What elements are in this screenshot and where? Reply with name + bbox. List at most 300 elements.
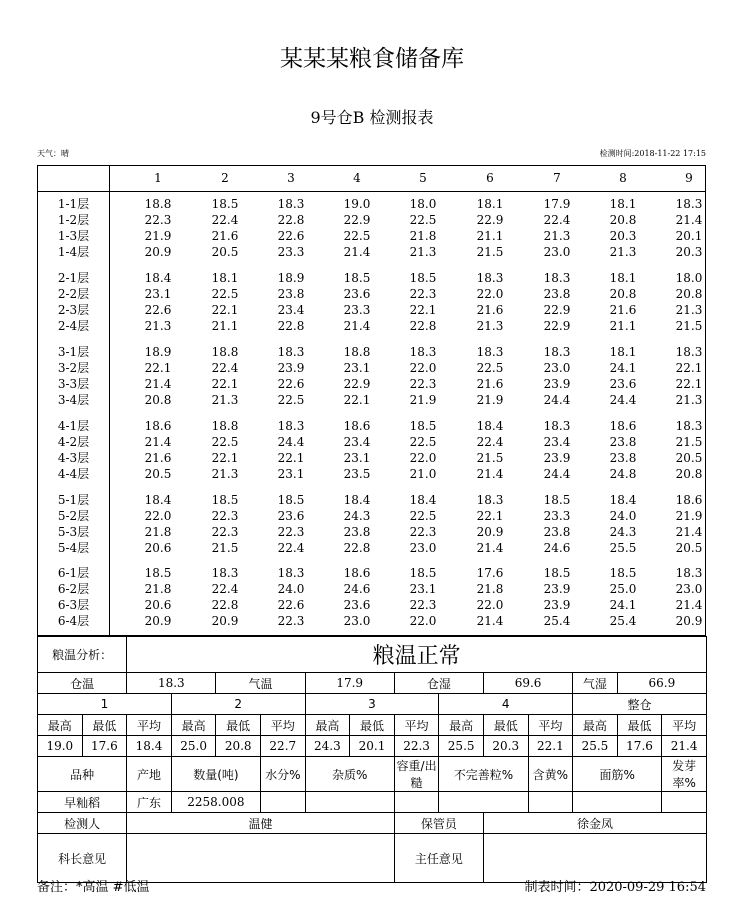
temperature-cell: 20.9 xyxy=(144,245,172,259)
temperature-cell: 24.4 xyxy=(277,435,305,449)
temperature-cell: 19.0 xyxy=(343,197,371,211)
air-humidity-value: 66.9 xyxy=(617,673,706,694)
temperature-cell: 23.8 xyxy=(543,287,571,301)
temperature-cell: 21.4 xyxy=(343,245,371,259)
temperature-cell: 20.9 xyxy=(675,614,703,628)
temperature-cell: 18.4 xyxy=(144,493,172,507)
temperature-cell: 20.5 xyxy=(211,245,239,259)
temperature-cell: 24.0 xyxy=(277,582,305,596)
analysis-result: 粮温正常 xyxy=(127,637,707,673)
grain-value: 早籼稻 xyxy=(38,792,127,813)
temperature-cell: 23.3 xyxy=(277,245,305,259)
temperature-cell: 25.0 xyxy=(609,582,637,596)
temperature-cell: 24.0 xyxy=(609,509,637,523)
temperature-cell: 22.4 xyxy=(476,435,504,449)
layer-label: 6-4层 xyxy=(57,614,90,628)
temperature-cell: 22.3 xyxy=(409,598,437,612)
stat-value: 25.5 xyxy=(573,736,618,757)
temperature-cell: 18.3 xyxy=(211,566,239,580)
stat-value: 22.1 xyxy=(528,736,573,757)
temperature-cell: 18.5 xyxy=(211,197,239,211)
temperature-cell: 22.1 xyxy=(144,361,172,375)
temperature-grid xyxy=(37,165,706,636)
temperature-cell: 21.6 xyxy=(609,303,637,317)
temperature-cell: 22.3 xyxy=(277,614,305,628)
stat-sub-header: 最低 xyxy=(483,715,528,736)
stat-value: 20.8 xyxy=(216,736,261,757)
temperature-cell: 23.3 xyxy=(543,509,571,523)
temperature-cell: 21.5 xyxy=(675,319,703,333)
temperature-cell: 23.6 xyxy=(343,598,371,612)
layer-label: 4-3层 xyxy=(57,451,90,465)
temperature-cell: 22.9 xyxy=(543,303,571,317)
temperature-cell: 22.4 xyxy=(211,213,239,227)
temperature-cell: 23.1 xyxy=(144,287,172,301)
layer-label: 6-1层 xyxy=(57,566,90,580)
temperature-cell: 22.5 xyxy=(277,393,305,407)
column-header: 3 xyxy=(287,171,295,185)
temperature-cell: 18.5 xyxy=(144,566,172,580)
temperature-cell: 21.8 xyxy=(144,525,172,539)
stat-value: 17.6 xyxy=(82,736,127,757)
temperature-cell: 21.4 xyxy=(343,319,371,333)
column-header: 8 xyxy=(619,171,627,185)
temperature-cell: 20.8 xyxy=(675,287,703,301)
temperature-cell: 21.9 xyxy=(476,393,504,407)
grain-header: 容重/出糙 xyxy=(394,757,439,792)
temperature-cell: 18.5 xyxy=(543,493,571,507)
temperature-cell: 22.5 xyxy=(409,509,437,523)
temperature-cell: 18.3 xyxy=(476,345,504,359)
temperature-cell: 22.5 xyxy=(476,361,504,375)
stat-value: 25.0 xyxy=(171,736,216,757)
layer-label: 5-1层 xyxy=(57,493,90,507)
stat-layer-header: 2 xyxy=(171,694,305,715)
temperature-cell: 18.0 xyxy=(409,197,437,211)
stat-sub-header: 平均 xyxy=(662,715,707,736)
stat-sub-header: 最低 xyxy=(82,715,127,736)
temperature-cell: 22.8 xyxy=(277,213,305,227)
temperature-cell: 21.1 xyxy=(476,229,504,243)
temperature-cell: 18.9 xyxy=(277,271,305,285)
grain-value xyxy=(528,792,573,813)
temperature-cell: 18.3 xyxy=(675,419,703,433)
temperature-cell: 21.4 xyxy=(675,525,703,539)
temperature-cell: 18.3 xyxy=(409,345,437,359)
temperature-cell: 23.0 xyxy=(409,541,437,555)
temperature-cell: 18.1 xyxy=(476,197,504,211)
temperature-cell: 18.3 xyxy=(476,493,504,507)
bin-temp-label: 仓温 xyxy=(38,673,127,694)
temperature-cell: 23.8 xyxy=(609,451,637,465)
temperature-cell: 22.8 xyxy=(277,319,305,333)
temperature-cell: 17.9 xyxy=(543,197,571,211)
temperature-cell: 18.4 xyxy=(144,271,172,285)
column-header: 2 xyxy=(221,171,229,185)
layer-label: 5-3层 xyxy=(57,525,90,539)
layer-label: 1-2层 xyxy=(57,213,90,227)
temperature-cell: 23.5 xyxy=(343,467,371,481)
temperature-cell: 24.1 xyxy=(609,361,637,375)
column-header: 9 xyxy=(685,171,693,185)
temperature-cell: 21.3 xyxy=(476,319,504,333)
temperature-cell: 22.1 xyxy=(675,361,703,375)
stat-sub-header: 最高 xyxy=(439,715,484,736)
temperature-cell: 18.3 xyxy=(277,566,305,580)
temperature-cell: 22.9 xyxy=(543,319,571,333)
temperature-cell: 24.3 xyxy=(609,525,637,539)
temperature-cell: 21.6 xyxy=(211,229,239,243)
temperature-cell: 18.5 xyxy=(277,493,305,507)
temperature-cell: 22.1 xyxy=(211,377,239,391)
temperature-cell: 18.9 xyxy=(144,345,172,359)
temperature-cell: 22.6 xyxy=(144,303,172,317)
temperature-cell: 20.5 xyxy=(675,451,703,465)
temperature-cell: 20.5 xyxy=(144,467,172,481)
temperature-cell: 22.0 xyxy=(409,614,437,628)
temperature-cell: 22.9 xyxy=(343,213,371,227)
temperature-cell: 22.1 xyxy=(675,377,703,391)
temperature-cell: 23.9 xyxy=(277,361,305,375)
temperature-cell: 21.4 xyxy=(675,213,703,227)
air-temp-value: 17.9 xyxy=(305,673,394,694)
stat-sub-header: 平均 xyxy=(127,715,172,736)
temperature-cell: 18.1 xyxy=(609,197,637,211)
temperature-cell: 18.3 xyxy=(277,345,305,359)
stat-layer-header: 3 xyxy=(305,694,439,715)
temperature-cell: 24.8 xyxy=(609,467,637,481)
temperature-cell: 23.8 xyxy=(543,525,571,539)
temperature-cell: 18.6 xyxy=(609,419,637,433)
grain-header: 不完善粒% xyxy=(439,757,528,792)
temperature-cell: 18.6 xyxy=(675,493,703,507)
check-time-label: 检测时间:2018-11-22 17:15 xyxy=(599,149,706,158)
temperature-cell: 18.5 xyxy=(409,566,437,580)
temperature-cell: 21.5 xyxy=(675,435,703,449)
stat-sub-header: 平均 xyxy=(394,715,439,736)
temperature-cell: 18.5 xyxy=(409,419,437,433)
temperature-cell: 21.8 xyxy=(409,229,437,243)
temperature-cell: 18.8 xyxy=(211,419,239,433)
temperature-cell: 21.9 xyxy=(144,229,172,243)
keeper-name: 徐金凤 xyxy=(483,813,706,834)
temperature-cell: 22.1 xyxy=(211,451,239,465)
air-temp-label: 气温 xyxy=(216,673,305,694)
stat-sub-header: 最高 xyxy=(573,715,618,736)
layer-label: 2-2层 xyxy=(57,287,90,301)
temperature-cell: 22.3 xyxy=(409,525,437,539)
temperature-cell: 21.3 xyxy=(609,245,637,259)
temperature-cell: 23.6 xyxy=(343,287,371,301)
temperature-cell: 22.8 xyxy=(211,598,239,612)
stat-value: 22.7 xyxy=(260,736,305,757)
stat-sub-header: 平均 xyxy=(528,715,573,736)
temperature-cell: 21.4 xyxy=(144,377,172,391)
temperature-cell: 18.8 xyxy=(343,345,371,359)
temperature-cell: 22.3 xyxy=(409,287,437,301)
temperature-cell: 20.9 xyxy=(144,614,172,628)
temperature-cell: 24.4 xyxy=(543,467,571,481)
temperature-cell: 20.3 xyxy=(609,229,637,243)
stat-sub-header: 最低 xyxy=(216,715,261,736)
temperature-cell: 22.1 xyxy=(409,303,437,317)
temperature-cell: 22.1 xyxy=(277,451,305,465)
temperature-cell: 20.6 xyxy=(144,541,172,555)
temperature-cell: 21.0 xyxy=(409,467,437,481)
temperature-cell: 21.9 xyxy=(675,509,703,523)
temperature-cell: 21.8 xyxy=(144,582,172,596)
temperature-cell: 21.4 xyxy=(476,467,504,481)
temperature-cell: 20.9 xyxy=(211,614,239,628)
temperature-cell: 18.3 xyxy=(675,345,703,359)
temperature-cell: 23.0 xyxy=(675,582,703,596)
temperature-cell: 22.0 xyxy=(476,287,504,301)
report-subtitle: 9号仓B 检测报表 xyxy=(310,108,434,127)
grain-header: 面筋% xyxy=(573,757,662,792)
temperature-cell: 21.6 xyxy=(476,377,504,391)
grain-value xyxy=(305,792,394,813)
temperature-cell: 18.8 xyxy=(211,345,239,359)
temperature-cell: 21.1 xyxy=(211,319,239,333)
temperature-cell: 22.5 xyxy=(409,213,437,227)
temperature-cell: 21.5 xyxy=(476,245,504,259)
temperature-cell: 18.1 xyxy=(609,271,637,285)
temperature-cell: 23.0 xyxy=(543,361,571,375)
temperature-cell: 21.3 xyxy=(409,245,437,259)
grain-header: 含黄% xyxy=(528,757,573,792)
temperature-cell: 23.6 xyxy=(277,509,305,523)
grain-value xyxy=(573,792,662,813)
summary-table xyxy=(37,636,707,883)
keeper-label: 保管员 xyxy=(394,813,483,834)
temperature-cell: 21.4 xyxy=(144,435,172,449)
bin-humidity-label: 仓湿 xyxy=(394,673,483,694)
column-header: 4 xyxy=(353,171,361,185)
temperature-cell: 21.3 xyxy=(675,303,703,317)
temperature-cell: 22.5 xyxy=(211,435,239,449)
grain-header: 发芽率% xyxy=(662,757,707,792)
inspector-name: 温健 xyxy=(127,813,395,834)
grain-header: 数量(吨) xyxy=(171,757,260,792)
temperature-cell: 21.4 xyxy=(476,541,504,555)
temperature-cell: 22.0 xyxy=(144,509,172,523)
temperature-cell: 18.3 xyxy=(543,271,571,285)
temperature-cell: 23.4 xyxy=(343,435,371,449)
temperature-cell: 25.4 xyxy=(543,614,571,628)
layer-label: 2-3层 xyxy=(57,303,90,317)
temperature-cell: 20.8 xyxy=(675,467,703,481)
temperature-cell: 22.0 xyxy=(476,598,504,612)
temperature-cell: 20.8 xyxy=(144,393,172,407)
section-chief-opinion-label: 科长意见 xyxy=(38,834,127,883)
temperature-cell: 22.6 xyxy=(277,598,305,612)
layer-label: 3-1层 xyxy=(57,345,90,359)
temperature-cell: 23.8 xyxy=(343,525,371,539)
temperature-cell: 23.0 xyxy=(343,614,371,628)
footer-made-time: 制表时间：2020-09-29 16:54 xyxy=(524,880,706,895)
stat-value: 24.3 xyxy=(305,736,350,757)
temperature-cell: 22.5 xyxy=(211,287,239,301)
temperature-cell: 18.6 xyxy=(144,419,172,433)
temperature-cell: 21.4 xyxy=(476,614,504,628)
grain-header: 水分% xyxy=(260,757,305,792)
stat-value: 22.3 xyxy=(394,736,439,757)
layer-label: 2-1层 xyxy=(57,271,90,285)
layer-label: 1-1层 xyxy=(57,197,90,211)
column-header: 5 xyxy=(419,171,427,185)
temperature-cell: 23.1 xyxy=(343,451,371,465)
temperature-cell: 18.3 xyxy=(675,197,703,211)
weather-label: 天气：晴 xyxy=(37,149,69,158)
grain-value xyxy=(394,792,439,813)
stat-value: 20.1 xyxy=(350,736,395,757)
temperature-cell: 20.8 xyxy=(609,213,637,227)
temperature-cell: 22.6 xyxy=(277,229,305,243)
temperature-cell: 24.6 xyxy=(543,541,571,555)
temperature-cell: 22.0 xyxy=(409,451,437,465)
layer-label: 6-3层 xyxy=(57,598,90,612)
temperature-cell: 22.0 xyxy=(409,361,437,375)
director-opinion-label: 主任意见 xyxy=(394,834,483,883)
temperature-cell: 22.5 xyxy=(343,229,371,243)
analysis-label: 粮温分析： xyxy=(38,637,127,673)
temperature-cell: 23.4 xyxy=(543,435,571,449)
layer-label: 3-3层 xyxy=(57,377,90,391)
layer-label: 4-4层 xyxy=(57,467,90,481)
temperature-cell: 21.3 xyxy=(211,467,239,481)
temperature-cell: 22.1 xyxy=(343,393,371,407)
temperature-cell: 18.3 xyxy=(543,345,571,359)
section-chief-opinion[interactable] xyxy=(127,834,395,883)
temperature-cell: 20.6 xyxy=(144,598,172,612)
temperature-cell: 23.8 xyxy=(277,287,305,301)
stat-layer-header: 1 xyxy=(38,694,172,715)
stat-layer-header: 4 xyxy=(439,694,573,715)
temperature-cell: 18.3 xyxy=(675,566,703,580)
temperature-cell: 18.5 xyxy=(211,493,239,507)
stat-value: 17.6 xyxy=(617,736,662,757)
temperature-cell: 18.5 xyxy=(609,566,637,580)
temperature-cell: 22.6 xyxy=(277,377,305,391)
temperature-cell: 22.3 xyxy=(211,509,239,523)
temperature-cell: 23.1 xyxy=(277,467,305,481)
temperature-cell: 22.3 xyxy=(144,213,172,227)
temperature-cell: 23.8 xyxy=(609,435,637,449)
temperature-cell: 23.9 xyxy=(543,451,571,465)
temperature-cell: 18.6 xyxy=(343,419,371,433)
column-header: 6 xyxy=(486,171,494,185)
column-header: 1 xyxy=(154,171,162,185)
air-humidity-label: 气湿 xyxy=(573,673,618,694)
layer-label: 6-2层 xyxy=(57,582,90,596)
temperature-cell: 23.9 xyxy=(543,598,571,612)
temperature-cell: 23.9 xyxy=(543,377,571,391)
temperature-cell: 22.3 xyxy=(277,525,305,539)
temperature-cell: 23.3 xyxy=(343,303,371,317)
temperature-cell: 18.0 xyxy=(675,271,703,285)
layer-label: 5-2层 xyxy=(57,509,90,523)
temperature-cell: 21.8 xyxy=(476,582,504,596)
layer-label: 3-2层 xyxy=(57,361,90,375)
temperature-cell: 20.1 xyxy=(675,229,703,243)
layer-label: 4-2层 xyxy=(57,435,90,449)
temperature-cell: 18.4 xyxy=(343,493,371,507)
temperature-cell: 18.8 xyxy=(144,197,172,211)
temperature-cell: 22.4 xyxy=(211,361,239,375)
temperature-cell: 22.5 xyxy=(409,435,437,449)
layer-label: 4-1层 xyxy=(57,419,90,433)
temperature-cell: 20.3 xyxy=(675,245,703,259)
temperature-cell: 22.9 xyxy=(343,377,371,391)
grain-value xyxy=(260,792,305,813)
grain-value: 广东 xyxy=(127,792,172,813)
footer-note: 备注：*高温 #低温 xyxy=(37,880,150,895)
temperature-cell: 18.4 xyxy=(409,493,437,507)
grain-header: 杂质% xyxy=(305,757,394,792)
bin-humidity-value: 69.6 xyxy=(483,673,572,694)
temperature-cell: 20.5 xyxy=(675,541,703,555)
temperature-cell: 18.4 xyxy=(609,493,637,507)
temperature-cell: 18.1 xyxy=(609,345,637,359)
stat-layer-header: 整仓 xyxy=(573,694,707,715)
stat-sub-header: 最高 xyxy=(305,715,350,736)
temperature-cell: 21.4 xyxy=(675,598,703,612)
temperature-cell: 21.3 xyxy=(144,319,172,333)
stat-value: 21.4 xyxy=(662,736,707,757)
stat-value: 25.5 xyxy=(439,736,484,757)
temperature-cell: 25.5 xyxy=(609,541,637,555)
temperature-cell: 18.3 xyxy=(277,419,305,433)
temperature-cell: 18.5 xyxy=(343,271,371,285)
temperature-cell: 23.0 xyxy=(543,245,571,259)
temperature-cell: 23.1 xyxy=(409,582,437,596)
bin-temp-value: 18.3 xyxy=(127,673,216,694)
temperature-cell: 21.6 xyxy=(476,303,504,317)
temperature-cell: 22.8 xyxy=(343,541,371,555)
grain-value xyxy=(439,792,528,813)
stat-sub-header: 平均 xyxy=(260,715,305,736)
temperature-cell: 22.4 xyxy=(211,582,239,596)
layer-label: 3-4层 xyxy=(57,393,90,407)
stat-value: 19.0 xyxy=(38,736,83,757)
temperature-cell: 22.3 xyxy=(211,525,239,539)
layer-label: 1-3层 xyxy=(57,229,90,243)
stat-sub-header: 最低 xyxy=(350,715,395,736)
temperature-cell: 24.1 xyxy=(609,598,637,612)
layer-label: 5-4层 xyxy=(57,541,90,555)
temperature-cell: 18.1 xyxy=(211,271,239,285)
temperature-cell: 22.4 xyxy=(277,541,305,555)
temperature-cell: 21.1 xyxy=(609,319,637,333)
temperature-cell: 18.3 xyxy=(476,271,504,285)
temperature-cell: 24.6 xyxy=(343,582,371,596)
stat-sub-header: 最高 xyxy=(171,715,216,736)
temperature-cell: 25.4 xyxy=(609,614,637,628)
stat-value: 18.4 xyxy=(127,736,172,757)
layer-label: 2-4层 xyxy=(57,319,90,333)
temperature-cell: 20.8 xyxy=(609,287,637,301)
temperature-cell: 21.3 xyxy=(543,229,571,243)
temperature-cell: 21.5 xyxy=(476,451,504,465)
temperature-cell: 21.5 xyxy=(211,541,239,555)
temperature-cell: 23.9 xyxy=(543,582,571,596)
inspector-label: 检测人 xyxy=(38,813,127,834)
temperature-cell: 23.4 xyxy=(277,303,305,317)
temperature-cell: 24.3 xyxy=(343,509,371,523)
temperature-cell: 20.9 xyxy=(476,525,504,539)
temperature-cell: 21.6 xyxy=(144,451,172,465)
grain-header: 产地 xyxy=(127,757,172,792)
